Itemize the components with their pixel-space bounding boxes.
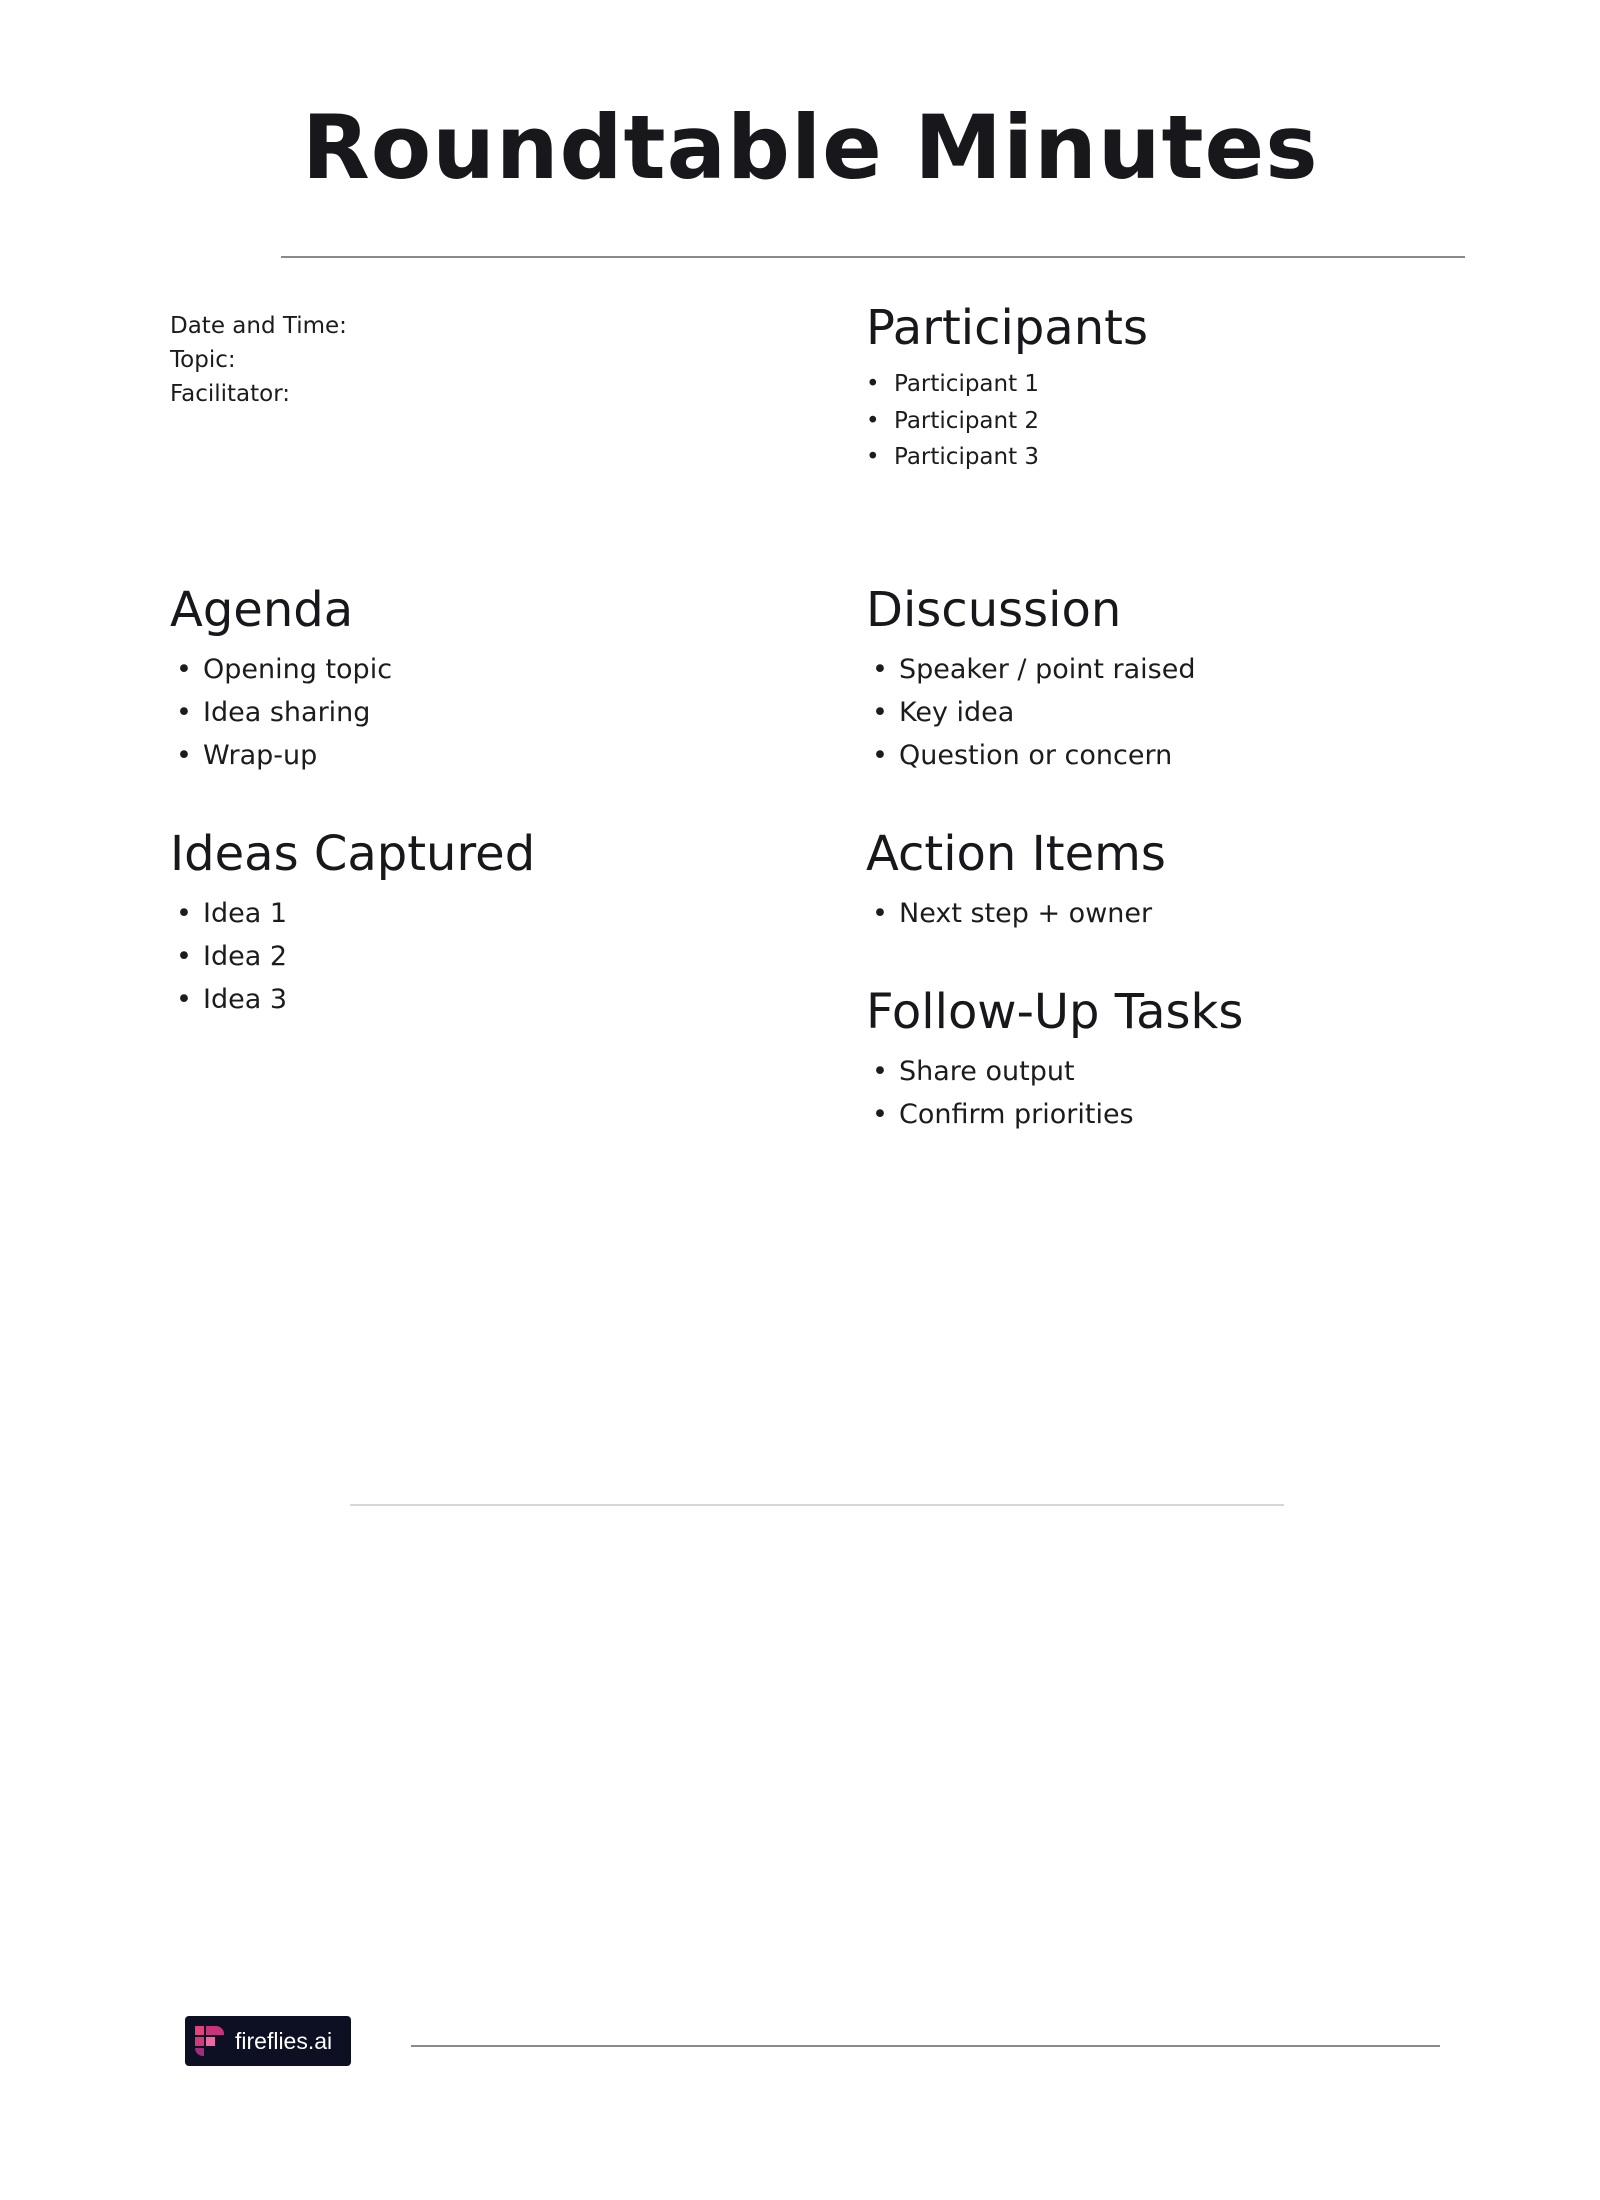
list-item: • Next step + owner: [866, 892, 1166, 935]
list-item: • Idea 2: [170, 935, 535, 978]
section-divider: [350, 1504, 1284, 1506]
topic-label: Topic:: [170, 347, 236, 373]
list-item: • Question or concern: [866, 734, 1196, 777]
list-item: • Key idea: [866, 691, 1196, 734]
ideas-list: [170, 892, 535, 1021]
discussion-section: [866, 582, 1196, 777]
participants-heading: Participants: [866, 300, 1148, 356]
title-divider: [281, 256, 1465, 258]
action-items-list: [866, 892, 1166, 935]
list-item: • Participant 2: [866, 403, 1148, 440]
discussion-list: [866, 648, 1196, 777]
follow-up-list: [866, 1050, 1243, 1136]
logo-text: fireflies.ai: [235, 2027, 333, 2054]
footer-divider: [411, 2045, 1440, 2047]
date-time-label: Date and Time:: [170, 313, 347, 339]
fireflies-logo: [185, 2016, 351, 2066]
document-title: Roundtable Minutes: [302, 96, 1319, 199]
list-item: • Speaker / point raised: [866, 648, 1196, 691]
action-items-heading: Action Items: [866, 826, 1166, 882]
list-item: • Idea sharing: [170, 691, 392, 734]
agenda-list: [170, 648, 392, 777]
discussion-heading: Discussion: [866, 582, 1122, 638]
list-item: • Participant 1: [866, 366, 1148, 403]
ideas-captured-section: [170, 826, 536, 1021]
follow-up-tasks-heading: Follow-Up Tasks: [866, 984, 1244, 1040]
list-item: • Participant 3: [866, 439, 1148, 476]
participants-list: [866, 366, 1148, 476]
list-item: • Confirm priorities: [866, 1093, 1243, 1136]
agenda-section: [170, 582, 393, 777]
facilitator-label: Facilitator:: [170, 381, 291, 407]
meeting-details: [170, 309, 347, 411]
list-item: • Wrap-up: [170, 734, 392, 777]
follow-up-tasks-section: [866, 984, 1244, 1136]
agenda-heading: Agenda: [170, 582, 354, 638]
list-item: • Opening topic: [170, 648, 392, 691]
fireflies-logo-icon: [195, 2026, 225, 2056]
list-item: • Share output: [866, 1050, 1243, 1093]
participants-section: [866, 300, 1148, 476]
ideas-captured-heading: Ideas Captured: [170, 826, 536, 882]
action-items-section: [866, 826, 1166, 935]
list-item: • Idea 1: [170, 892, 535, 935]
list-item: • Idea 3: [170, 978, 535, 1021]
